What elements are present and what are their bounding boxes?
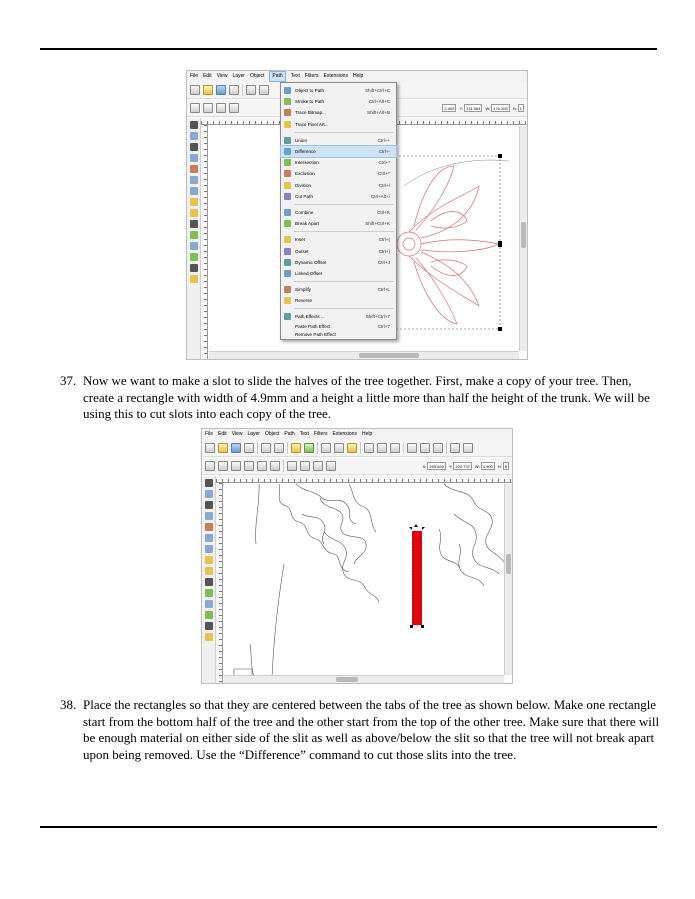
node-tool-icon[interactable] (190, 132, 198, 140)
step-number: 38. (60, 697, 77, 712)
intersection-icon (284, 159, 291, 166)
select-all-layers-icon[interactable] (218, 461, 228, 471)
import-icon[interactable] (246, 85, 256, 95)
tree-drawing (224, 484, 506, 677)
drawing-canvas[interactable] (224, 484, 504, 675)
w-coordinate[interactable]: W: 170.205 (485, 105, 508, 111)
step-number: 37. (60, 373, 77, 388)
x-value[interactable]: 2.409 (444, 106, 455, 111)
w-coordinate[interactable]: W: 4.900 (474, 463, 493, 469)
3d-box-tool-icon[interactable] (205, 545, 213, 553)
menu-item-linked-offset[interactable] (281, 268, 396, 279)
menu-filters[interactable]: Filters (313, 431, 328, 437)
trace-pixel-art-icon (284, 121, 291, 128)
vertical-ruler (201, 125, 208, 359)
menu-item-label: Combine (295, 209, 314, 215)
h-coordinate[interactable]: H: 8 (497, 463, 507, 469)
undo-icon[interactable] (291, 443, 301, 453)
group-icon[interactable] (450, 443, 460, 453)
lower-icon[interactable] (313, 461, 323, 471)
spiral-tool-icon[interactable] (190, 220, 198, 228)
trace-bitmap-icon (284, 109, 291, 116)
vertical-ruler (216, 483, 223, 683)
h-value[interactable]: 1 (519, 106, 522, 111)
menu-item-path-effects[interactable] (281, 311, 396, 322)
spray-tool-icon[interactable] (205, 633, 213, 641)
menu-separator (294, 132, 394, 133)
menu-item-stroke-to-path[interactable] (281, 96, 396, 107)
division-icon (284, 182, 291, 189)
rotate-cw-icon[interactable] (229, 103, 239, 113)
ellipse-tool-icon[interactable] (190, 198, 198, 206)
zoom-drawing-icon[interactable] (377, 443, 387, 453)
menu-item-label: Linked Offset (295, 270, 322, 276)
import-icon[interactable] (261, 443, 271, 453)
menu-item-difference[interactable] (281, 146, 396, 157)
rectangle-tool-icon[interactable] (205, 534, 213, 542)
horizontal-scrollbar[interactable] (224, 675, 504, 683)
combine-icon (284, 209, 291, 216)
cut-path-icon (284, 193, 291, 200)
menu-item-label: Object to Path (295, 88, 325, 94)
rotate-ccw-icon[interactable] (231, 461, 241, 471)
menu-item-union[interactable] (281, 135, 396, 146)
path-menu-dropdown (280, 82, 397, 340)
selector-tool-icon[interactable] (190, 121, 198, 129)
menu-view[interactable]: View (231, 431, 243, 437)
redo-icon[interactable] (304, 443, 314, 453)
x-value[interactable]: 255.620 (429, 464, 444, 469)
menu-object[interactable]: Object (249, 73, 265, 79)
menu-text[interactable]: Text (299, 431, 309, 437)
paste-icon[interactable] (347, 443, 357, 453)
menu-edit[interactable]: Edit (203, 73, 212, 79)
menu-path[interactable]: Path (269, 71, 285, 82)
menu-item-label: Path Effects ... (295, 314, 325, 320)
spiral-tool-icon[interactable] (205, 578, 213, 586)
print-icon[interactable] (229, 85, 239, 95)
inkscape-screenshot-path-menu (186, 70, 528, 360)
tool-box (202, 476, 216, 683)
tool-box (187, 118, 201, 359)
outset-icon (284, 248, 291, 255)
menu-item-shortcut: Ctrl+) (378, 248, 390, 254)
menu-item-shortcut: Ctrl+K (377, 209, 390, 215)
star-tool-icon[interactable] (190, 209, 198, 217)
menu-item-shortcut: Shift+Ctrl+7 (365, 314, 390, 320)
menu-item-shortcut: Ctrl+^ (378, 171, 390, 177)
difference-icon (284, 148, 291, 155)
flip-horizontal-icon[interactable] (257, 461, 267, 471)
menu-layer[interactable]: Layer (232, 73, 245, 79)
menu-item-remove-path-effect[interactable] (281, 331, 396, 339)
step-text: Place the rectangles so that they are centered between the tabs of the tree as shown below. Make one rectangle start from the bottom half of the tree and the other start from the top of the other tree. Make sure that there will be enough material on either side of the slit as well as above/below the slit so that the tree will not break apart upon being removed. Use the “Difference” command to cut those slits into the tree. (83, 697, 660, 762)
print-icon[interactable] (244, 443, 254, 453)
export-icon[interactable] (259, 85, 269, 95)
reverse-icon (284, 297, 291, 304)
menu-item-inset[interactable] (281, 234, 396, 245)
y-coordinate[interactable]: Y: 131.064 (459, 105, 481, 111)
menu-item-intersection[interactable] (281, 157, 396, 168)
menu-item-label: Reverse (295, 298, 313, 304)
rectangle-tool-icon[interactable] (190, 176, 198, 184)
step-text: Now we want to make a slot to slide the halves of the tree together. First, make a copy of your tree. Then, create a rectangle with width of 4.9mm and a height a little more than half the height of the trunk. We will be using this to cut slots into each copy of the tree. (83, 373, 650, 421)
y-value[interactable]: 131.064 (466, 106, 481, 111)
rotate-cw-icon[interactable] (244, 461, 254, 471)
menu-path[interactable]: Path (284, 431, 295, 437)
union-icon (284, 137, 291, 144)
clone-icon[interactable] (420, 443, 430, 453)
flip-vertical-icon[interactable] (270, 461, 280, 471)
dynamic-offset-icon (284, 259, 291, 266)
menu-item-label: Outset (295, 248, 309, 254)
open-folder-icon[interactable] (218, 443, 228, 453)
menu-separator (294, 204, 394, 205)
menu-item-object-to-path[interactable] (281, 85, 396, 96)
menu-view[interactable]: View (216, 73, 228, 79)
menu-item-label: Simplify (295, 287, 312, 293)
path-effects-icon (284, 313, 291, 320)
zoom-page-icon[interactable] (390, 443, 400, 453)
cut-icon[interactable] (334, 443, 344, 453)
menu-item-reverse[interactable] (281, 295, 396, 306)
y-value[interactable]: 220.737 (455, 464, 470, 469)
menu-item-shortcut: Ctrl+J (377, 259, 390, 265)
menu-item-paste-path-effect[interactable] (281, 323, 396, 331)
duplicate-icon[interactable] (407, 443, 417, 453)
menu-item-label: Difference (295, 149, 316, 155)
linked-offset-icon (284, 270, 291, 277)
menu-item-simplify[interactable] (281, 284, 396, 295)
rotate-ccw-icon[interactable] (216, 103, 226, 113)
zoom-tool-icon[interactable] (190, 154, 198, 162)
menu-item-label: Paste Path Effect (295, 324, 331, 330)
zoom-selection-icon[interactable] (364, 443, 374, 453)
menu-item-dynamic-offset[interactable] (281, 257, 396, 268)
pen-tool-icon[interactable] (190, 242, 198, 250)
menu-separator (294, 231, 394, 232)
open-folder-icon[interactable] (203, 85, 213, 95)
ungroup-icon[interactable] (463, 443, 473, 453)
menu-item-shortcut: Ctrl++ (377, 137, 390, 143)
menu-separator (294, 308, 394, 309)
menu-item-outset[interactable] (281, 245, 396, 256)
vertical-scrollbar[interactable] (504, 484, 512, 675)
object-to-path-icon (284, 87, 291, 94)
menu-bar (202, 429, 512, 440)
menu-item-shortcut: Ctrl+( (378, 237, 390, 243)
menu-item-label: Remove Path Effect (295, 332, 336, 338)
menu-item-shortcut: Shift+Ctrl+C (364, 88, 390, 94)
raise-to-top-icon[interactable] (287, 461, 297, 471)
bottom-rule (40, 826, 657, 828)
menu-item-shortcut: Ctrl+L (377, 287, 390, 293)
unlink-clone-icon[interactable] (433, 443, 443, 453)
menu-file[interactable]: File (190, 73, 199, 79)
menu-item-break-apart[interactable] (281, 218, 396, 229)
slot-rectangle[interactable] (412, 531, 422, 625)
menu-file[interactable]: File (205, 431, 214, 437)
menu-item-label: Intersection (295, 160, 319, 166)
star-tool-icon[interactable] (205, 567, 213, 575)
y-coordinate[interactable]: Y: 220.737 (448, 463, 470, 469)
pencil-tool-icon[interactable] (205, 589, 213, 597)
menu-extensions[interactable]: Extensions (323, 73, 348, 79)
menu-item-shortcut: Ctrl+* (378, 160, 390, 166)
command-toolbar (202, 440, 512, 457)
3d-box-tool-icon[interactable] (190, 187, 198, 195)
ellipse-tool-icon[interactable] (205, 556, 213, 564)
select-all-icon[interactable] (190, 103, 200, 113)
menu-layer[interactable]: Layer (247, 431, 260, 437)
menu-help[interactable]: Help (361, 431, 373, 437)
menu-item-division[interactable] (281, 180, 396, 191)
copy-icon[interactable] (321, 443, 331, 453)
menu-help[interactable]: Help (352, 73, 364, 79)
tweak-tool-icon[interactable] (190, 143, 198, 151)
save-icon[interactable] (231, 443, 241, 453)
menu-item-label: Exclusion (295, 171, 315, 177)
menu-item-label: Union (295, 137, 308, 143)
select-all-icon[interactable] (205, 461, 215, 471)
menu-item-label: Inset (295, 237, 305, 243)
pencil-tool-icon[interactable] (190, 231, 198, 239)
menu-item-trace-pixel-art[interactable] (281, 119, 396, 130)
menu-item-label: Trace Pixel Art... (295, 121, 329, 127)
menu-item-label: Trace Bitmap... (295, 110, 326, 116)
menu-item-label: Division (295, 182, 312, 188)
menu-filters[interactable]: Filters (304, 73, 319, 79)
menu-item-cut-path[interactable] (281, 191, 396, 202)
zoom-tool-icon[interactable] (205, 512, 213, 520)
menu-item-label: Dynamic Offset (295, 259, 327, 265)
new-document-icon[interactable] (190, 85, 200, 95)
pen-tool-icon[interactable] (205, 600, 213, 608)
inset-icon (284, 236, 291, 243)
selector-tool-icon[interactable] (205, 479, 213, 487)
menu-item-shortcut: Ctrl+Alt+/ (370, 193, 390, 199)
menu-item-shortcut: Ctrl+/ (378, 182, 390, 188)
text-tool-icon[interactable] (190, 264, 198, 272)
new-document-icon[interactable] (205, 443, 215, 453)
menu-item-trace-bitmap[interactable] (281, 107, 396, 118)
calligraphy-tool-icon[interactable] (190, 253, 198, 261)
select-toolbar (202, 458, 512, 475)
menu-item-label: Break Apart (295, 221, 320, 227)
raise-icon[interactable] (300, 461, 310, 471)
measure-tool-icon[interactable] (190, 165, 198, 173)
w-value[interactable]: 170.205 (493, 106, 508, 111)
menu-separator (294, 281, 394, 282)
menu-item-label: Stroke to Path (295, 99, 325, 105)
save-icon[interactable] (216, 85, 226, 95)
tweak-tool-icon[interactable] (205, 501, 213, 509)
horizontal-scrollbar[interactable] (209, 351, 519, 359)
menu-item-shortcut: Shift+Alt+B (367, 110, 390, 116)
menu-bar (187, 71, 527, 82)
x-coordinate[interactable] (442, 104, 456, 112)
export-icon[interactable] (274, 443, 284, 453)
break-apart-icon (284, 220, 291, 227)
menu-text[interactable]: Text (290, 73, 300, 79)
menu-item-shortcut: Ctrl+Alt+C (368, 99, 390, 105)
menu-item-exclusion[interactable] (281, 168, 396, 179)
exclusion-icon (284, 170, 291, 177)
select-all-layers-icon[interactable] (203, 103, 213, 113)
menu-object[interactable]: Object (264, 431, 280, 437)
top-rule (40, 48, 657, 50)
simplify-icon (284, 286, 291, 293)
inkscape-screenshot-slot-rectangle (201, 428, 513, 684)
menu-item-shortcut: Shift+Ctrl+K (365, 221, 390, 227)
menu-item-shortcut: Ctrl+7 (377, 324, 390, 330)
menu-item-combine[interactable] (281, 207, 396, 218)
spray-tool-icon[interactable] (190, 275, 198, 283)
lower-to-bottom-icon[interactable] (326, 461, 336, 471)
x-coordinate[interactable]: X: 255.620 (422, 463, 444, 469)
menu-item-shortcut: Ctrl+- (378, 149, 390, 155)
calligraphy-tool-icon[interactable] (205, 611, 213, 619)
measure-tool-icon[interactable] (205, 523, 213, 531)
horizontal-ruler (216, 476, 512, 483)
menu-extensions[interactable]: Extensions (332, 431, 357, 437)
menu-edit[interactable]: Edit (218, 431, 227, 437)
w-value[interactable]: 4.900 (482, 464, 493, 469)
stroke-to-path-icon (284, 98, 291, 105)
text-tool-icon[interactable] (205, 622, 213, 630)
menu-item-label: Cut Path (295, 193, 313, 199)
h-coordinate[interactable]: H: 1 (512, 105, 522, 111)
node-tool-icon[interactable] (205, 490, 213, 498)
vertical-scrollbar[interactable] (519, 126, 527, 351)
h-value[interactable]: 8 (504, 464, 507, 469)
